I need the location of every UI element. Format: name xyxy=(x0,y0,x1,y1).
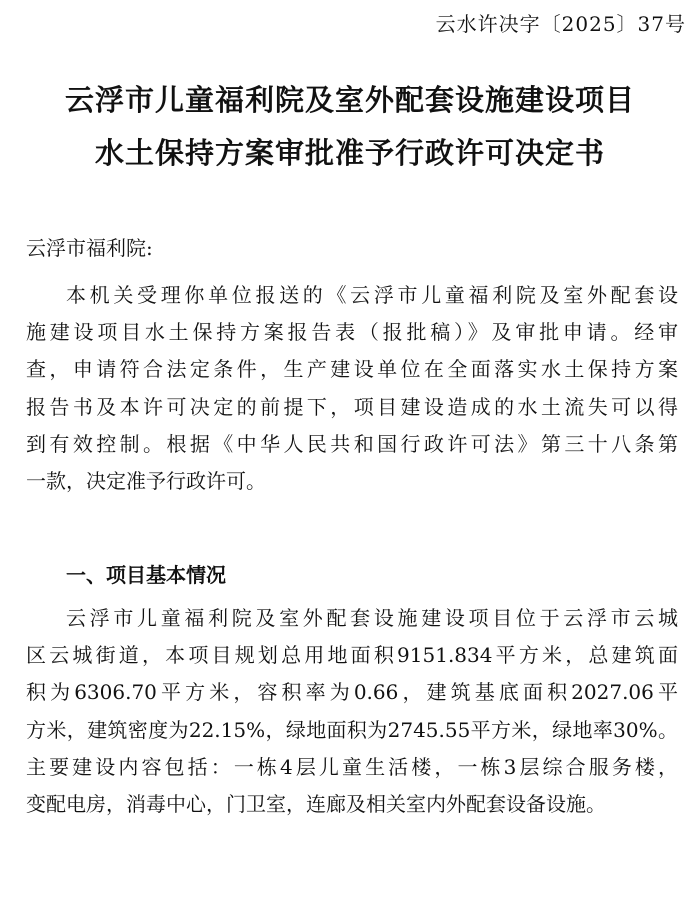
paragraph-line: 本机关受理你单位报送的《云浮市儿童福利院及室外配套设 xyxy=(66,283,678,307)
paragraph-decision xyxy=(26,277,678,500)
paragraph-line: 区云城街道，本项目规划总用地面积9151.834平方米，总建筑面 xyxy=(26,643,678,668)
paragraph-line: 报告书及本许可决定的前提下，项目建设造成的水土流失可以得 xyxy=(26,394,678,419)
paragraph-line: 到有效控制。根据《中华人民共和国行政许可法》第三十八条第 xyxy=(26,431,678,456)
paragraph-line: 查，申请符合法定条件，生产建设单位在全面落实水土保持方案 xyxy=(26,357,678,382)
paragraph-line: 施建设项目水土保持方案报告表（报批稿）》及审批申请。经审 xyxy=(26,320,678,345)
paragraph-line: 积为6306.70平方米，容积率为0.66，建筑基底面积2027.06平 xyxy=(26,680,678,705)
paragraph-line: 主要建设内容包括：一栋4层儿童生活楼，一栋3层综合服务楼， xyxy=(26,754,678,779)
paragraph-line: 云浮市儿童福利院及室外配套设施建设项目位于云浮市云城 xyxy=(66,606,678,630)
document-title-line-1: 云浮市儿童福利院及室外配套设施建设项目 xyxy=(64,83,635,117)
paragraph-project-info xyxy=(26,600,678,823)
document-number: 云水许决字〔2025〕37号 xyxy=(435,12,686,36)
paragraph-line: 变配电房，消毒中心，门卫室，连廊及相关室内外配套设备设施。 xyxy=(26,792,606,817)
paragraph-line: 方米，建筑密度为22.15%，绿地面积为2745.55平方米，绿地率30%。 xyxy=(26,717,678,742)
addressee: 云浮市福利院: xyxy=(26,236,153,260)
document-title-line-2: 水土保持方案审批准予行政许可决定书 xyxy=(94,136,605,170)
paragraph-line: 一款，决定准予行政许可。 xyxy=(26,469,266,494)
section-heading: 一、项目基本情况 xyxy=(66,563,226,587)
